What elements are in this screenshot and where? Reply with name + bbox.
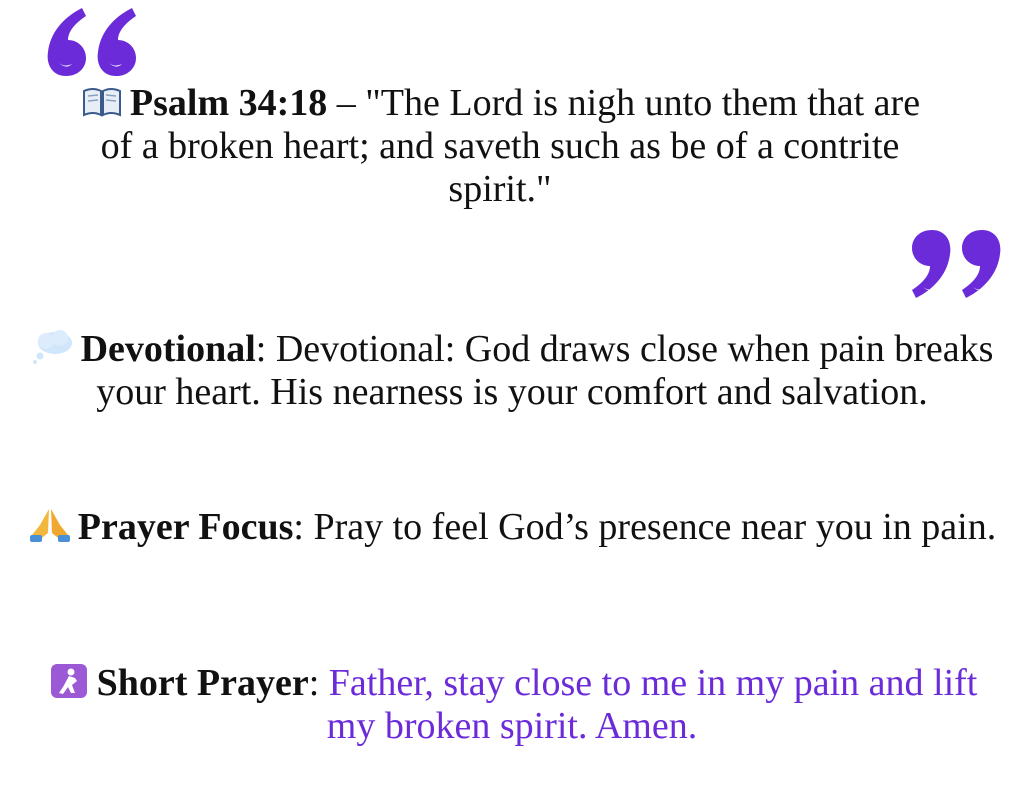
devotional-text: Devotional: God draws close when pain breaks your heart. His nearness is your comfort and salvation. (96, 328, 994, 413)
devotional-separator: : (255, 328, 276, 370)
short-prayer-text: Father, stay close to me in my pain and lift my broken spirit. Amen. (326, 662, 978, 747)
verse-block (60, 82, 940, 211)
verse-text: "The Lord is nigh unto them that are of a broken heart; and saveth such as be of a contrite spirit." (100, 82, 921, 210)
close-quote-icon (904, 226, 1004, 306)
verse-reference: Psalm 34:18 (129, 82, 328, 124)
prayer-focus-separator: : (293, 506, 314, 548)
short-prayer-label: Short Prayer (96, 662, 309, 704)
devotional-block (20, 328, 1004, 414)
praying-hands-icon (28, 507, 72, 543)
thought-bubble-icon (31, 329, 75, 365)
prayer-focus-label: Prayer Focus (77, 506, 294, 548)
place-of-worship-icon (47, 663, 91, 699)
prayer-focus-block (8, 506, 1016, 549)
prayer-focus-text: Pray to feel God’s presence near you in pain. (313, 506, 997, 548)
verse-separator: – (327, 82, 366, 124)
short-prayer-block (20, 662, 1004, 748)
open-book-icon (80, 83, 124, 119)
open-quote-icon (44, 0, 144, 80)
short-prayer-separator: : (308, 662, 329, 704)
devotional-label: Devotional (80, 328, 256, 370)
